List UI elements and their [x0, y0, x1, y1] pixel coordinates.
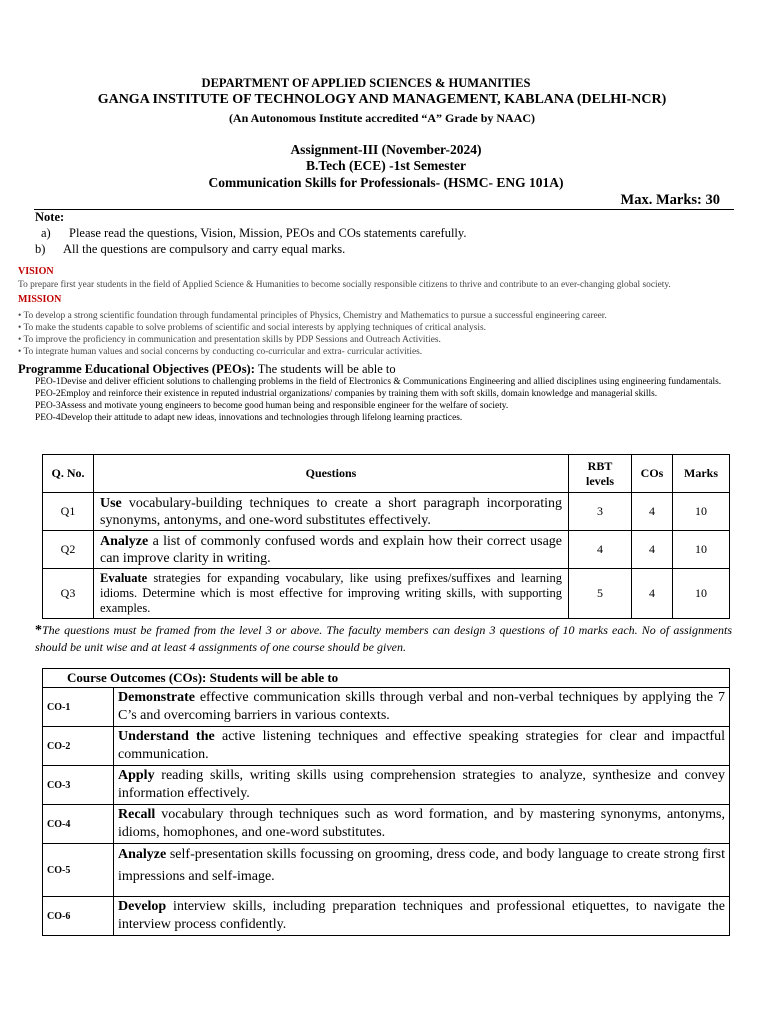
col-qno: Q. No. — [43, 455, 94, 493]
footnote-text: The questions must be framed from the level 3 or above. The faculty members can design 3 questions of 10 marks each. No of assignments should be unit wise and at least 4 assignments of one course should be given. — [35, 623, 732, 654]
co-heading: Course Outcomes (COs): Students will be able to — [43, 669, 730, 688]
peo-title — [18, 362, 396, 377]
co-verb: Recall — [118, 807, 156, 822]
co-id: CO-5 — [43, 844, 114, 897]
col-marks: Marks — [673, 455, 730, 493]
max-marks: Max. Marks: 30 — [620, 192, 720, 208]
peo-title-rest: The students will be able to — [254, 362, 396, 376]
institute-heading: GANGA INSTITUTE OF TECHNOLOGY AND MANAGEMENT, KABLANA (DELHI-NCR) — [97, 92, 667, 107]
co-description — [114, 766, 730, 805]
co-verb: Apply — [118, 768, 155, 783]
table-row — [43, 531, 730, 569]
footnote-star: * — [35, 623, 42, 638]
course-line: Communication Skills for Professionals- (HSMC- ENG 101A) — [208, 175, 564, 190]
header-divider — [34, 209, 734, 210]
vision-text: To prepare first year students in the field of Applied Science & Humanities to become socially responsible citizens to thrive and contribute to an ever-changing global society. — [18, 280, 671, 290]
col-rbt: RBT levels — [569, 455, 632, 493]
co-text: self-presentation skills focussing on grooming, dress code, and body language to create strong first impressions and self-image. — [118, 847, 725, 884]
cell-question — [94, 569, 569, 619]
col-questions: Questions — [94, 455, 569, 493]
cell-question — [94, 493, 569, 531]
cell-co: 4 — [632, 531, 673, 569]
peo-item: PEO-1Devise and deliver efficient solutions to challenging problems in the field of Electronics & Communications Engineering and allied disciplines using engineering fundamentals. — [35, 377, 722, 387]
co-text: active listening techniques and effective speaking strategies for clear and impactful communication. — [118, 729, 725, 762]
question-verb: Analyze — [100, 533, 149, 549]
cell-qno: Q2 — [43, 531, 94, 569]
accreditation-line: (An Autonomous Institute accredited “A” Grade by NAAC) — [228, 111, 536, 125]
co-text: reading skills, writing skills using comprehension strategies to analyze, synthesize and convey information effectively. — [118, 768, 725, 801]
peo-item: PEO-4Develop their attitude to adapt new ideas, innovations and technologies through lifelong learning practices. — [35, 413, 463, 423]
co-description — [114, 727, 730, 766]
co-id: CO-1 — [43, 688, 114, 727]
co-id: CO-2 — [43, 727, 114, 766]
note-label: Note: — [35, 210, 65, 224]
cell-rbt: 3 — [569, 493, 632, 531]
co-row — [43, 766, 730, 805]
cell-marks: 10 — [673, 569, 730, 619]
co-verb: Demonstrate — [118, 690, 195, 705]
co-verb: Develop — [118, 899, 167, 914]
cell-co: 4 — [632, 569, 673, 619]
co-description — [114, 688, 730, 727]
mission-label: MISSION — [18, 294, 62, 305]
co-description — [114, 805, 730, 844]
table-row — [43, 493, 730, 531]
cell-co: 4 — [632, 493, 673, 531]
cell-question — [94, 531, 569, 569]
co-row — [43, 844, 730, 897]
co-row — [43, 897, 730, 936]
course-outcomes-table — [42, 668, 730, 936]
mission-item: • To improve the proficiency in communication and presentation skills by PDP Sessions and Outreach Activities. — [18, 335, 441, 345]
co-row — [43, 727, 730, 766]
question-verb: Evaluate — [100, 571, 148, 585]
peo-title-bold: Programme Educational Objectives (PEOs): — [18, 362, 255, 376]
cell-marks: 10 — [673, 531, 730, 569]
peo-item: PEO-3Assess and motivate young engineers to become good human being and responsible engineer for the welfare of society. — [35, 401, 509, 411]
co-id: CO-3 — [43, 766, 114, 805]
co-description — [114, 897, 730, 936]
co-verb: Analyze — [118, 847, 167, 862]
question-text: a list of commonly confused words and explain how their correct usage can improve clarity in writing. — [100, 533, 562, 566]
question-text: vocabulary-building techniques to create a short paragraph incorporating synonyms, antonyms, and one-word substitutes effectively. — [100, 495, 562, 528]
note-item — [35, 225, 466, 241]
co-row — [43, 688, 730, 727]
co-text: effective communication skills through verbal and non-verbal techniques by applying the 7 C’s and overcoming barriers in various contexts. — [118, 690, 725, 723]
footnote — [35, 622, 732, 655]
program-line: B.Tech (ECE) -1st Semester — [306, 158, 466, 173]
vision-label: VISION — [18, 266, 54, 277]
mission-item: • To make the students capable to solve problems of scientific and social interests by applying techniques of critical analysis. — [18, 323, 486, 333]
co-id: CO-4 — [43, 805, 114, 844]
note-marker: b) — [35, 242, 46, 256]
cell-rbt: 5 — [569, 569, 632, 619]
peo-list — [35, 376, 732, 424]
mission-item: • To develop a strong scientific foundation through fundamental principles of Physics, Chemistry and Mathematics to pursue a successful engineering career. — [18, 311, 607, 321]
peo-item: PEO-2Employ and reinforce their existence in reputed industrial organizations/ companies by training them with soft skills, domain knowledge and managerial skills. — [35, 389, 658, 399]
question-verb: Use — [100, 495, 122, 511]
question-text: strategies for expanding vocabulary, like using prefixes/suffixes and learning idioms. Determine which is most effective for improving writing skills, with supporting examples. — [100, 571, 562, 615]
note-marker: a) — [41, 226, 51, 240]
department-heading: DEPARTMENT OF APPLIED SCIENCES & HUMANITIES — [201, 76, 531, 90]
co-id: CO-6 — [43, 897, 114, 936]
cell-marks: 10 — [673, 493, 730, 531]
table-header-row — [43, 455, 730, 493]
co-description — [114, 844, 730, 897]
assignment-title: Assignment-III (November-2024) — [290, 142, 482, 157]
note-list — [35, 225, 466, 257]
cell-qno: Q3 — [43, 569, 94, 619]
co-row — [43, 805, 730, 844]
note-item — [35, 241, 466, 257]
note-text: All the questions are compulsory and carry equal marks. — [63, 242, 346, 256]
col-cos: COs — [632, 455, 673, 493]
co-heading-row — [43, 669, 730, 688]
co-text: vocabulary through techniques such as word formation, and by mastering synonyms, antonyms, idioms, homophones, and one-word substitutes. — [118, 807, 725, 840]
cell-rbt: 4 — [569, 531, 632, 569]
co-text: interview skills, including preparation techniques and professional etiquettes, to navigate the interview process confidently. — [118, 899, 725, 932]
note-text: Please read the questions, Vision, Mission, PEOs and COs statements carefully. — [69, 226, 467, 240]
mission-item: • To integrate human values and social concerns by conducting co-curricular and extra- curricular activities. — [18, 347, 423, 357]
questions-table — [42, 454, 730, 619]
table-row — [43, 569, 730, 619]
co-verb: Understand the — [118, 729, 215, 744]
mission-list — [18, 310, 607, 358]
cell-qno: Q1 — [43, 493, 94, 531]
